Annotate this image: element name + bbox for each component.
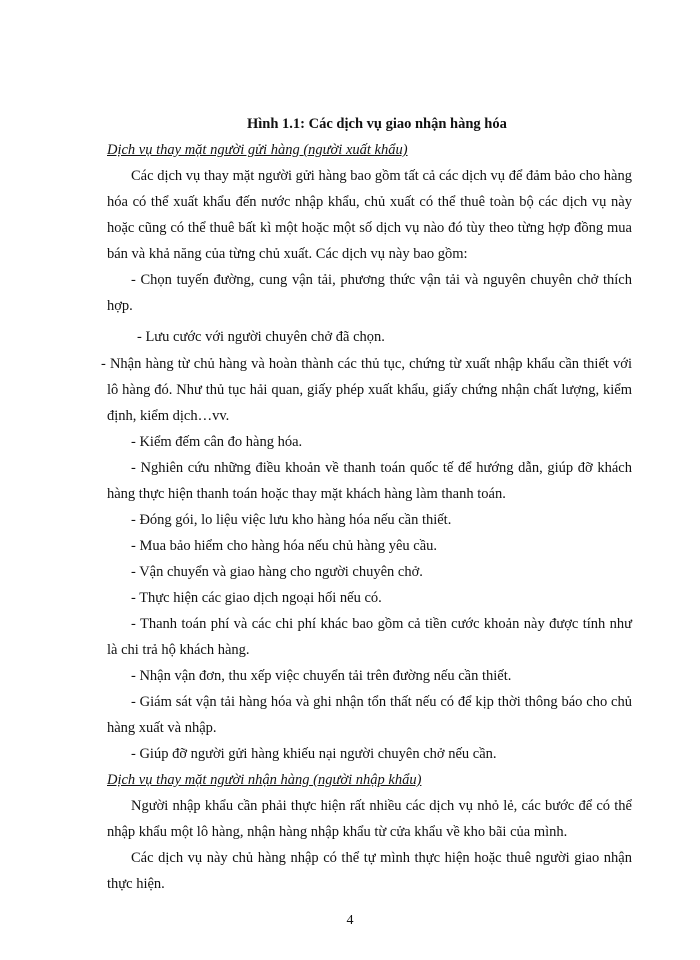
section-heading-exporter: Dịch vụ thay mặt người gửi hàng (người xuất khẩu)	[107, 142, 408, 158]
list-item: - Đóng gói, lo liệu việc lưu kho hàng hóa nếu cần thiết.	[131, 512, 452, 528]
list-item: - Giám sát vận tải hàng hóa và ghi nhận tổn thất nếu có để kịp thời thông báo cho chủ hàng xuất và nhập.	[107, 694, 632, 736]
list-item: - Nghiên cứu những điều khoản về thanh toán quốc tế để hướng dẫn, giúp đỡ khách hàng thực hiện thanh toán hoặc thay mặt khách hàng làm thanh toán.	[107, 460, 632, 502]
page-content	[101, 111, 632, 897]
figure-title: Hình 1.1: Các dịch vụ giao nhận hàng hóa	[247, 116, 507, 132]
list-item: - Chọn tuyến đường, cung vận tải, phương thức vận tải và nguyên chuyên chở thích hợp.	[107, 272, 632, 314]
list-item: - Vận chuyển và giao hàng cho người chuyên chở.	[131, 564, 423, 580]
list-item: - Mua bảo hiểm cho hàng hóa nếu chủ hàng yêu cầu.	[131, 538, 438, 554]
list-item: - Nhận vận đơn, thu xếp việc chuyển tải trên đường nếu cần thiết.	[131, 668, 512, 684]
list-item: - Lưu cước với người chuyên chở đã chọn.	[137, 329, 385, 345]
list-item: - Thực hiện các giao dịch ngoại hối nếu có.	[131, 590, 382, 606]
list-item: - Kiểm đếm cân đo hàng hóa.	[131, 434, 303, 450]
list-item: - Thanh toán phí và các chi phí khác bao gồm cả tiền cước khoản này được tính như là chi trả hộ khách hàng.	[107, 616, 632, 658]
page-number: 4	[346, 913, 354, 928]
section1-intro-paragraph: Các dịch vụ thay mặt người gửi hàng bao gồm tất cả các dịch vụ để đảm bảo cho hàng hóa có thể xuất khẩu đến nước nhập khẩu, chủ xuất có thể thuê toàn bộ các dịch vụ này hoặc cũng có thể thuê bất kì một hoặc một số dịch vụ nào đó tùy theo từng hợp đồng mua bán và khả năng của từng chủ xuất. Các dịch vụ này bao gồm:	[107, 168, 632, 262]
section-heading-importer: Dịch vụ thay mặt người nhận hàng (người nhập khẩu)	[107, 772, 422, 788]
section2-paragraph: Các dịch vụ này chủ hàng nhập có thể tự mình thực hiện hoặc thuê người giao nhận thực hiện.	[107, 850, 632, 892]
section2-paragraph: Người nhập khẩu cần phải thực hiện rất nhiều các dịch vụ nhỏ lẻ, các bước để có thể nhập khẩu một lô hàng, nhận hàng nhập khẩu từ cửa khẩu về kho bãi của mình.	[107, 798, 632, 840]
list-item: - Nhận hàng từ chủ hàng và hoàn thành các thủ tục, chứng từ xuất nhập khẩu cần thiết với lô hàng đó. Như thủ tục hải quan, giấy phép xuất khẩu, giấy chứng nhận chất lượng, kiểm định, kiểm dịch…vv.	[101, 356, 632, 424]
list-item: - Giúp đỡ người gửi hàng khiếu nại người chuyên chở nếu cần.	[131, 746, 497, 762]
